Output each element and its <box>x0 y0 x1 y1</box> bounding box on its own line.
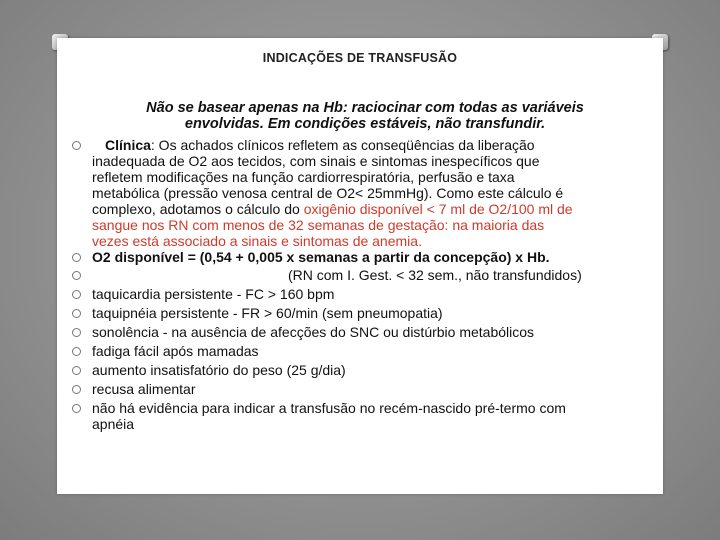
bullet-item-text: taquipnéia persistente - FR > 60/min (sem pneumopatia) <box>92 305 443 321</box>
clinica-line-1 <box>92 137 652 153</box>
clinica-line-5-red: oxigênio disponível < 7 ml de O2/100 ml de <box>303 201 573 217</box>
clinica-line-5 <box>92 201 652 217</box>
bullet-marker-icon <box>72 271 81 280</box>
bullet-marker-icon <box>72 366 81 375</box>
clinica-line-1-text: : Os achados clínicos refletem as conseqüências da liberação <box>150 137 535 153</box>
formula-text: O2 disponível = (0,54 + 0,005 x semanas a partir da concepção) x Hb. <box>92 249 550 265</box>
clinica-label: Clínica <box>105 137 151 153</box>
bullet-marker-icon <box>72 385 81 394</box>
last-item-line-1: não há evidência para indicar a transfusão no recém-nascido pré-termo com <box>92 400 566 416</box>
bullet-item-text: fadiga fácil após mamadas <box>92 343 259 359</box>
clinica-line-7: vezes está associado a sinais e sintomas de anemia. <box>92 233 422 249</box>
bullet-item-text: sonolência - na ausência de afecções do SNC ou distúrbio metabólicos <box>92 324 535 340</box>
slide-subtitle <box>95 100 635 132</box>
bullet-item-last-text <box>92 400 652 432</box>
last-item-line-2: apnéia <box>92 416 135 432</box>
bullet-item-text: aumento insatisfatório do peso (25 g/dia) <box>92 362 346 378</box>
clinica-line-6: sangue nos RN com menos de 32 semanas de gestação: na maioria das <box>92 217 545 233</box>
bullet-marker-icon <box>72 347 81 356</box>
bullet-marker-icon <box>72 141 81 150</box>
formula-note-text: (RN com I. Gest. < 32 sem., não transfundidos) <box>288 267 582 283</box>
bullet-marker-icon <box>72 309 81 318</box>
clinica-line-3: refletem modificações na função cardiorrespiratória, perfusão e taxa <box>92 169 515 185</box>
bullet-clinica-text <box>92 137 652 249</box>
bullet-marker-icon <box>72 404 81 413</box>
bullet-marker-icon <box>72 253 81 262</box>
clinica-line-5-normal: complexo, adotamos o cálculo do <box>92 201 304 217</box>
subtitle-line-2: envolvidas. Em condições estáveis, não transfundir. <box>184 116 546 132</box>
subtitle-line-1: Não se basear apenas na Hb: raciocinar com todas as variáveis <box>146 100 584 116</box>
bullet-marker-icon <box>72 328 81 337</box>
clinica-line-2: inadequada de O2 aos tecidos, com sinais e sintomas inespecíficos que <box>92 153 540 169</box>
bullet-item-text: recusa alimentar <box>92 381 196 397</box>
clinica-line-4: metabólica (pressão venosa central de O2< 25mmHg). Como este cálculo é <box>92 185 564 201</box>
slide-title: INDICAÇÕES DE TRANSFUSÃO <box>262 51 458 65</box>
bullet-marker-icon <box>72 290 81 299</box>
bullet-item-text: taquicardia persistente - FC > 160 bpm <box>92 286 335 302</box>
